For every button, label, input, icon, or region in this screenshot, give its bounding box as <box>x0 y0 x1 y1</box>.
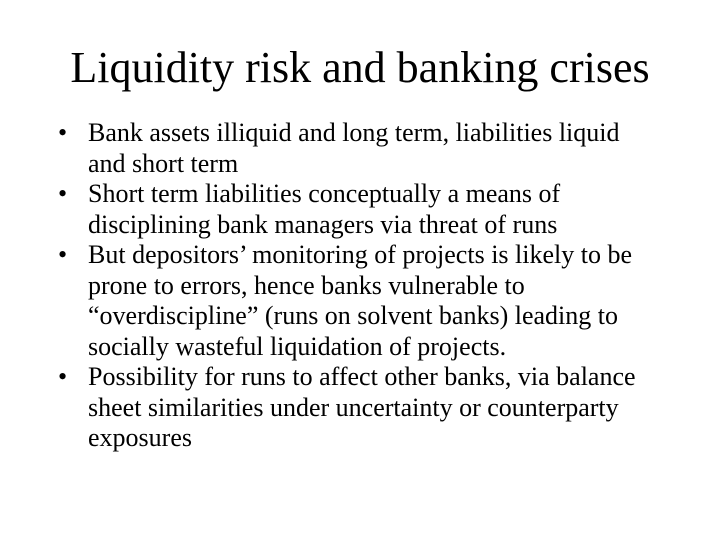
bullet-icon: • <box>58 240 68 269</box>
bullet-text: Bank assets illiquid and long term, liabilities liquid and short term <box>88 118 620 178</box>
bullet-list <box>58 118 658 454</box>
bullet-icon: • <box>58 362 68 391</box>
bullet-text: But depositors’ monitoring of projects is likely to be prone to errors, hence banks vulnerable to “overdiscipline” (runs on solvent banks) leading to socially wasteful liquidation of projects. <box>88 240 633 361</box>
bullet-item <box>58 118 658 179</box>
bullet-item <box>58 240 658 362</box>
bullet-item <box>58 362 658 454</box>
bullet-item <box>58 179 658 240</box>
slide-title: Liquidity risk and banking crises <box>70 43 650 92</box>
bullet-text: Possibility for runs to affect other banks, via balance sheet similarities under uncertainty or counterparty exposures <box>88 362 636 452</box>
bullet-icon: • <box>58 118 68 147</box>
bullet-text: Short term liabilities conceptually a means of disciplining bank managers via threat of runs <box>88 179 561 239</box>
bullet-icon: • <box>58 179 68 208</box>
